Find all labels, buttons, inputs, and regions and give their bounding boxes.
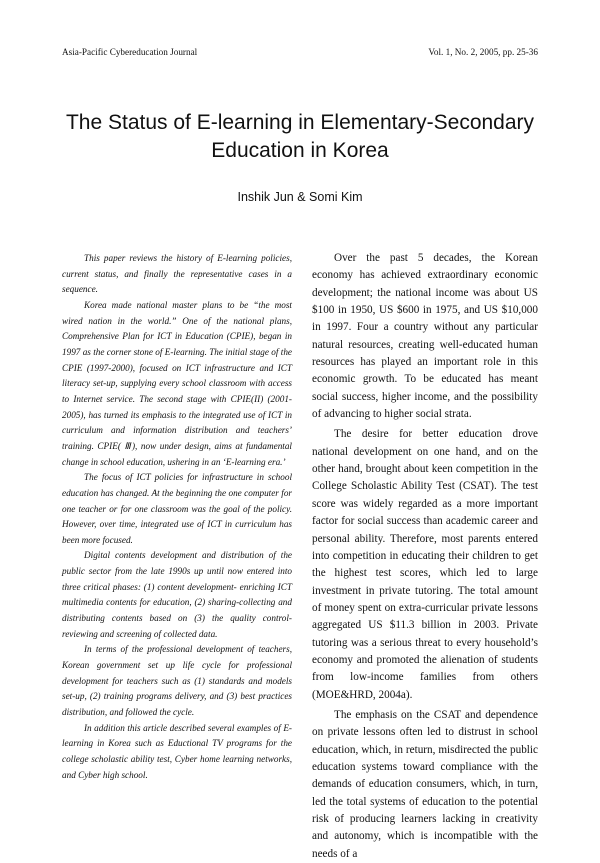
abstract-paragraph: In addition this article described several examples of E-learning in Korea such as Eductional TV programs for the college scholastic ability test, Cyber home learning networks, and Cyber high school. xyxy=(62,722,292,780)
title-line-1: The Status of E-learning in Elementary-Secondary xyxy=(65,111,535,134)
abstract-paragraph: Digital contents development and distribution of the public sector from the late 1990s up until now entered into three critical phases: (1) content development- enriching ICT multimedia contents for education, (2) sharing-collecting and distributing contents based on (3) the quality control-reviewing and screening of collected data. xyxy=(62,550,292,639)
abstract-paragraph: The focus of ICT policies for infrastructure in school education has changed. At the beginning the one computer for one teacher or for one classroom was the goal of the policy. However, over time, integrated use of ICT in curriculum has been more focused. xyxy=(62,472,292,545)
abstract-paragraph: This paper reviews the history of E-learning policies, current status, and finally the representative cases in a sequence. xyxy=(62,253,292,295)
journal-name: Asia-Pacific Cybereducation Journal xyxy=(62,47,198,57)
volume-info: Vol. 1, No. 2, 2005, pp. 25-36 xyxy=(428,47,538,57)
abstract xyxy=(62,251,292,783)
title-line-2: Education in Korea xyxy=(211,139,389,162)
abstract-paragraph: In terms of the professional development of teachers, Korean government set up life cycle for professional development for teachers such as (1) standards and models set-up, (2) training programs delivery, and (3) best practices distribution, and followed the cycle. xyxy=(62,644,292,718)
body-paragraph: Over the past 5 decades, the Korean economy has achieved extraordinary economic development; the national income was about US $100 in 1950, US $600 in 1975, and US $10,000 in 1997. Four a country without any particular natural resources, creating well-educated human resources has played an important role in this economic growth. To be educated has meant social success, higher income, and the possibility of advancing to higher social strata. xyxy=(312,252,538,421)
abstract-paragraph: Korea made national master plans to be “the most wired nation in the world.” One of the national plans, Comprehensive Plan for ICT in Education (CPIE), began in 1997 as the corner stone of E-learning. The initial stage of the CPIE (1997-2000), focused on ICT infrastructure and ICT literacy set-up, supplying every school classroom with access to Internet service. The second stage with CPIE(II) (2001-2005), has turned its emphasis to the integrated use of ICT in curriculum and information distribution and teachers’ training. CPIE( Ⅲ), now under design, aims at fundamental change in school education, ushering in an ‘E-learning era.’ xyxy=(62,299,292,467)
authors: Inshik Jun & Somi Kim xyxy=(237,190,363,204)
body-paragraph: The emphasis on the CSAT and dependence on private lessons often led to distrust in school education, which, in return, misdirected the public education systems toward compliance with the demands of education consumers, which, in turn, led the total systems of education to the potential risk of producing learners lacking in creativity and autonomy, which is incompatible with the needs of a xyxy=(312,708,538,860)
body-text xyxy=(312,250,538,863)
article-title xyxy=(40,109,560,165)
body-paragraph: The desire for better education drove national development on one hand, and on the other hand, brought about keen competition in the College Scholastic Ability Test (CSAT). The test score was widely regarded as a more important factor for social success than academic career and personal ability. Therefore, most parents entered into competition in educating their children to get the highest test scores, which led to large investment in private tutoring. The total amount of money spent on extra-curricular private lessons aggregated US $11.3 billion in 2003. Private tutoring was a serious threat to every household’s economy and promoted the alienation of students from low-income families from others (MOE&HRD, 2004a). xyxy=(312,428,538,701)
